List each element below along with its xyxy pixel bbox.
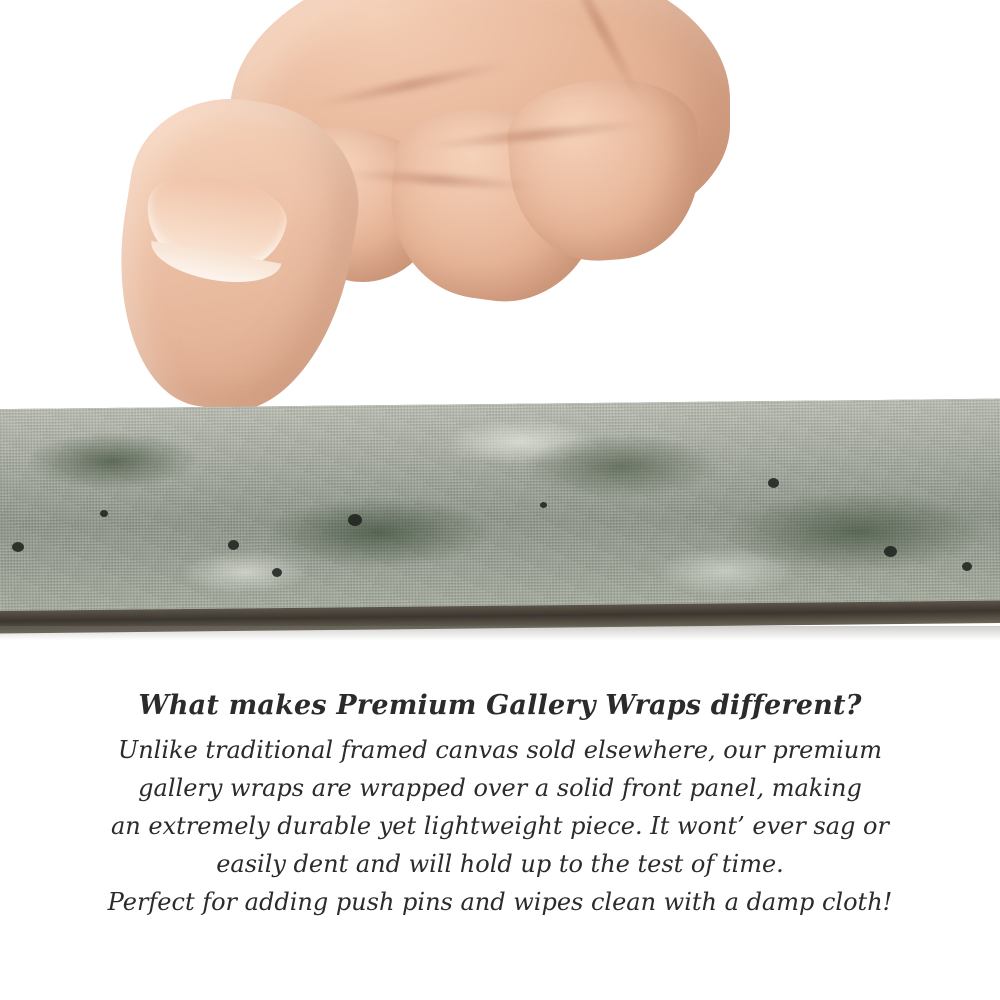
canvas-speck	[228, 540, 239, 550]
canvas-speck	[348, 514, 362, 526]
canvas-speck	[884, 546, 897, 557]
caption-line: easily dent and will hold up to the test of time.	[216, 850, 784, 878]
drop-shadow	[0, 626, 1000, 640]
caption-line: Perfect for adding push pins and wipes clean with a damp cloth!	[107, 888, 893, 916]
gallery-wrap-slab	[0, 406, 1000, 638]
caption-line: gallery wraps are wrapped over a solid front panel, making	[138, 774, 862, 802]
canvas-speck	[272, 568, 282, 577]
canvas-print-surface	[0, 399, 1000, 622]
hand-illustration	[90, 0, 730, 430]
canvas-speck	[768, 478, 779, 488]
caption-block	[0, 690, 1000, 921]
canvas-speck	[962, 562, 972, 571]
canvas-speck	[540, 502, 547, 508]
caption-line: an extremely durable yet lightweight piece. It wont’ ever sag or	[111, 812, 889, 840]
caption-line: Unlike traditional framed canvas sold elsewhere, our premium	[117, 736, 882, 764]
canvas-speck	[100, 510, 108, 517]
caption-heading: What makes Premium Gallery Wraps different?	[138, 690, 862, 721]
canvas-speck	[12, 542, 24, 552]
